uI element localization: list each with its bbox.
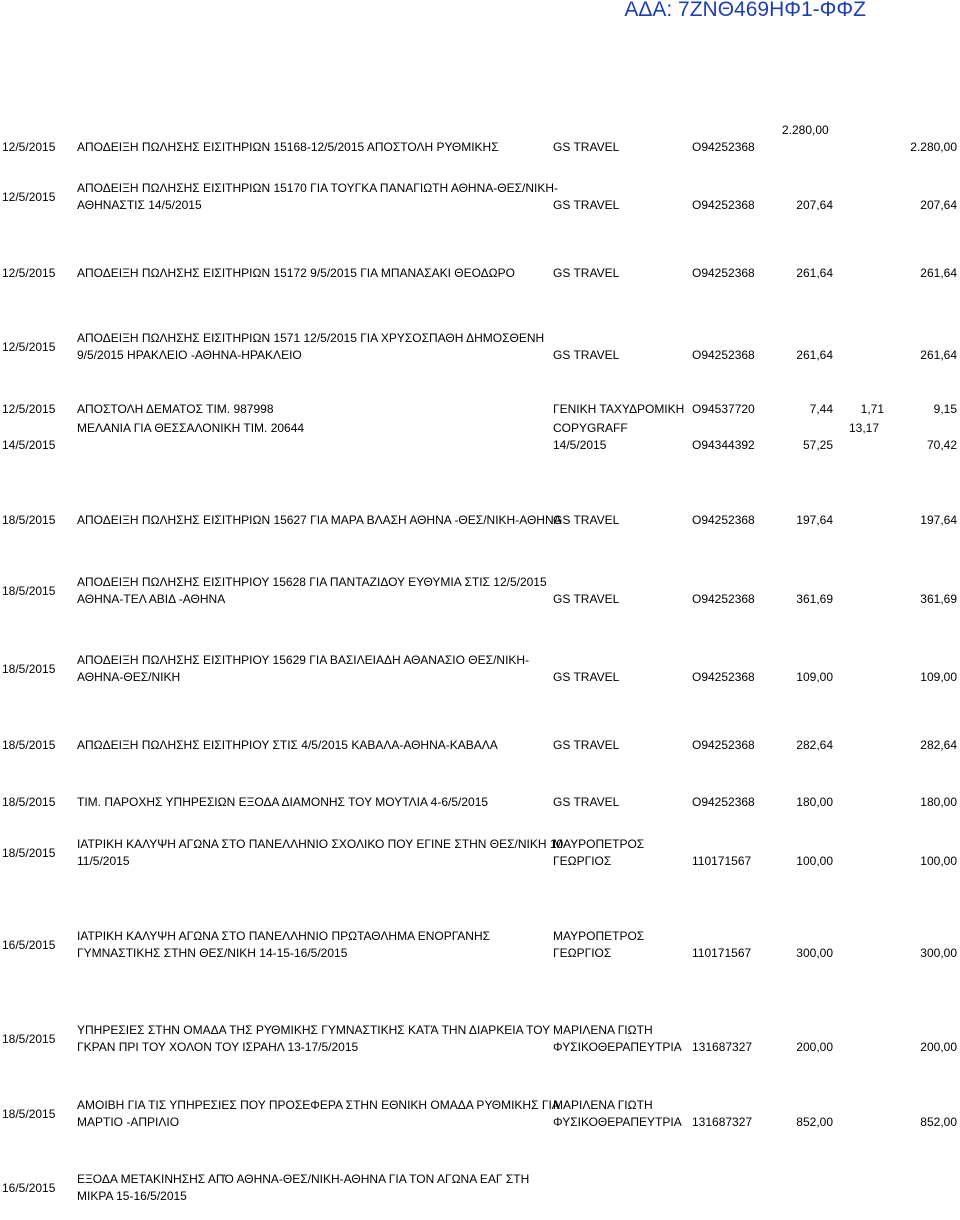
description-line: ΓΥΜΝΑΣΤΙΚΗΣ ΣΤΗΝ ΘΕΣ/ΝΙΚΗ 14-15-16/5/2015	[77, 946, 348, 960]
entry-date: 18/5/2015	[2, 513, 56, 527]
entry-total: 180,00	[920, 795, 957, 809]
description-line: ΜΕΛΑΝΙΑ ΓΙΑ ΘΕΣΣΑΛΟΝΙΚΗ ΤΙΜ. 20644	[77, 421, 305, 435]
entry-date: 16/5/2015	[2, 1181, 56, 1195]
description-line: ΥΠΗΡΕΣΙΕΣ ΣΤΗΝ ΟΜΑΔΑ ΤΗΣ ΡΥΘΜΙΚΗΣ ΓΥΜΝΑΣΤΙΚΗΣ ΚΑΤΆ ΤΗΝ ΔΙΑΡΚΕΙΑ ΤΟΥ	[77, 1023, 551, 1037]
entry-date: 18/5/2015	[2, 584, 56, 598]
description-line: ΤΙΜ. ΠΑΡΟΧΗΣ ΥΠΗΡΕΣΙΩΝ ΕΞΟΔΑ ΔΙΑΜΟΝΗΣ ΤΟΥ ΜΟΥΤΛΙΑ 4-6/5/2015	[77, 795, 489, 809]
entry-tax-id: O94252368	[692, 348, 755, 362]
entry-amount: 300,00	[796, 946, 833, 960]
party-line: GS TRAVEL	[553, 795, 620, 809]
entry-tax-id: O94252368	[692, 266, 755, 280]
entry-description	[77, 420, 304, 437]
entry-date: 12/5/2015	[2, 140, 56, 154]
entry-total: 207,64	[920, 198, 957, 212]
entry-party	[553, 401, 684, 418]
party-line: COPYGRAFF	[553, 421, 628, 435]
description-line: ΑΠΟΔΕΙΞΗ ΠΩΛΗΣΗΣ ΕΙΣΙΤΗΡΙΩΝ 15170 ΓΙΑ ΤΟΥΓΚΑ ΠΑΝΑΓΙΩΤΗ ΑΘΗΝΑ-ΘΕΣ/ΝΙΚΗ-	[77, 181, 559, 195]
description-line: 9/5/2015 ΗΡΑΚΛΕΙΟ -ΑΘΗΝΑ-ΗΡΑΚΛΕΙΟ	[77, 348, 302, 362]
entry-description	[77, 330, 544, 364]
party-line: GS TRAVEL	[553, 513, 620, 527]
entry-total: 197,64	[920, 513, 957, 527]
party-line: GS TRAVEL	[553, 592, 620, 606]
entry-date: 12/5/2015	[2, 340, 56, 354]
entry-description	[77, 737, 498, 754]
entry-total: 200,00	[920, 1040, 957, 1054]
party-line: ΓΕΩΡΓΙΟΣ	[553, 854, 612, 868]
entry-total: 361,69	[920, 592, 957, 606]
description-line: ΑΜΟΙΒΗ ΓΙΑ ΤΙΣ ΥΠΗΡΕΣΙΕΣ ΠΟΥ ΠΡΟΣΕΦΕΡΑ ΣΤΗΝ ΕΘΝΙΚΗ ΟΜΑΔΑ ΡΥΘΜΙΚΗΣ ΓΙΑ	[77, 1098, 560, 1112]
entry-party	[553, 737, 619, 754]
entry-amount: 57,25	[802, 438, 833, 452]
entry-description	[77, 928, 490, 962]
party-line: GS TRAVEL	[553, 266, 620, 280]
entry-tax-id: O94537720	[692, 402, 755, 416]
entry-tax-id: 110171567	[692, 854, 752, 868]
description-line: 11/5/2015	[77, 854, 130, 868]
entry-tax-id: O94252368	[692, 513, 755, 527]
description-line: ΑΘΗΝΑ-ΘΕΣ/ΝΙΚΗ	[77, 670, 181, 684]
entry-tax-id: 131687327	[692, 1040, 753, 1054]
entry-party	[553, 669, 619, 686]
entry-amount: 180,00	[796, 795, 833, 809]
entry-description	[77, 1022, 550, 1056]
party-line: GS TRAVEL	[553, 198, 620, 212]
description-line: ΑΠΟΔΕΙΞΗ ΠΩΛΗΣΗΣ ΕΙΣΙΤΗΡΙΟΥ 15628 ΓΙΑ ΠΑΝΤΑΖΙΔΟΥ ΕΥΘΥΜΙΑ ΣΤΙΣ 12/5/2015	[77, 575, 547, 589]
entry-description	[77, 180, 558, 214]
entry-party	[553, 347, 619, 364]
entry-amount: 200,00	[796, 1040, 833, 1054]
party-line: ΜΑΡΙΛΕΝΑ ΓΙΩΤΗ	[553, 1098, 653, 1112]
entry-amount: 7,44	[809, 402, 833, 416]
entry-date: 18/5/2015	[2, 738, 56, 752]
entry-amount: 361,69	[796, 592, 833, 606]
entry-total: 2.280,00	[910, 140, 957, 154]
entry-date: 12/5/2015	[2, 402, 56, 416]
description-line: ΑΠΩΔΕΙΞΗ ΠΩΛΗΣΗΣ ΕΙΣΙΤΗΡΙΟΥ ΣΤΙΣ 4/5/2015 ΚΑΒΑΛΑ-ΑΘΗΝΑ-ΚΑΒΑΛΑ	[77, 738, 498, 752]
description-line: ΑΠΟΔΕΙΞΗ ΠΩΛΗΣΗΣ ΕΙΣΙΤΗΡΙΩΝ 1571 12/5/2015 ΓΙΑ ΧΡΥΣΟΣΠΑΘΗ ΔΗΜΟΣΘΕΝΗ	[77, 331, 545, 345]
party-line: ΓΕΝΙΚΗ ΤΑΧΥΔΡΟΜΙΚΗ	[553, 402, 685, 416]
entry-description	[77, 401, 274, 418]
entry-party	[553, 1097, 682, 1131]
description-line: ΙΑΤΡΙΚΗ ΚΑΛΥΨΗ ΑΓΩΝΑ ΣΤΟ ΠΑΝΕΛΛΗΝΙΟ ΣΧΟΛΙΚΟ ΠΟΥ ΕΓΙΝΕ ΣΤΗΝ ΘΕΣ/ΝΙΚΗ 10-	[77, 837, 568, 851]
entry-date: 18/5/2015	[2, 1107, 56, 1121]
description-line: ΑΠΟΔΕΙΞΗ ΠΩΛΗΣΗΣ ΕΙΣΙΤΗΡΙΩΝ 15168-12/5/2015 ΑΠΟΣΤΟΛΗ ΡΥΘΜΙΚΗΣ	[77, 140, 499, 154]
entry-party	[553, 928, 644, 962]
entry-total: 300,00	[920, 946, 957, 960]
entry-description	[77, 794, 488, 811]
entry-description	[77, 836, 567, 870]
entry-date: 18/5/2015	[2, 1032, 56, 1046]
party-line: ΜΑΥΡΟΠΕΤΡΟΣ	[553, 837, 645, 851]
entry-party	[553, 836, 644, 870]
entry-date: 16/5/2015	[2, 938, 56, 952]
entry-description	[77, 1097, 560, 1131]
entry-tax-id: O94252368	[692, 592, 755, 606]
entry-amount: 207,64	[796, 198, 833, 212]
entry-tax-id: O94252368	[692, 140, 755, 154]
entry-total: 70,42	[926, 438, 957, 452]
entry-date: 12/5/2015	[2, 266, 56, 280]
entry-total: 852,00	[920, 1115, 957, 1129]
description-line: ΙΑΤΡΙΚΗ ΚΑΛΥΨΗ ΑΓΩΝΑ ΣΤΟ ΠΑΝΕΛΛΗΝΙΟ ΠΡΩΤΑΘΛΗΜΑ ΕΝΟΡΓΑΝΗΣ	[77, 929, 491, 943]
party-line: GS TRAVEL	[553, 670, 620, 684]
entry-date: 14/5/2015	[2, 438, 56, 452]
party-line: ΦΥΣΙΚΟΘΕΡΑΠΕΥΤΡΙΑ	[553, 1115, 682, 1129]
entry-tax-id: O94252368	[692, 198, 755, 212]
entry-amount: 109,00	[796, 670, 833, 684]
description-line: ΑΠΟΔΕΙΞΗ ΠΩΛΗΣΗΣ ΕΙΣΙΤΗΡΙΩΝ 15172 9/5/2015 ΓΙΑ ΜΠΑΝΑΣΑΚΙ ΘΕΟΔΩΡΟ	[77, 266, 515, 280]
entry-total: 261,64	[920, 348, 957, 362]
entry-amount: 2.280,00	[782, 123, 829, 137]
entry-tax-id: 131687327	[692, 1115, 753, 1129]
ada-code: ΑΔΑ: 7ΖΝΘ469ΗΦ1-ΦΦΖ	[624, 0, 866, 21]
entry-description	[77, 652, 529, 686]
description-line: ΑΘΗΝΑΣΤΙΣ 14/5/2015	[77, 198, 202, 212]
description-line: ΓΚΡΑΝ ΠΡΙ ΤΟΥ ΧΟΛΟΝ ΤΟΥ ΙΣΡΑΗΛ 13-17/5/2015	[77, 1040, 359, 1054]
party-line: 14/5/2015	[553, 438, 607, 452]
entry-amount: 100,00	[796, 854, 833, 868]
entry-party	[553, 139, 619, 156]
entry-description	[77, 1171, 529, 1205]
description-line: ΜΙΚΡΑ 15-16/5/2015	[77, 1189, 187, 1203]
entry-amount: 261,64	[796, 348, 833, 362]
entry-tax-id: O94252368	[692, 795, 755, 809]
party-line: ΓΕΩΡΓΙΟΣ	[553, 946, 612, 960]
entry-date: 18/5/2015	[2, 846, 56, 860]
entry-tax-id: O94344392	[692, 438, 755, 452]
entry-description	[77, 574, 547, 608]
description-line: ΜΑΡΤΙΟ -ΑΠΡΙΛΙΟ	[77, 1115, 180, 1129]
entry-total: 109,00	[920, 670, 957, 684]
party-line: GS TRAVEL	[553, 738, 620, 752]
entry-date: 18/5/2015	[2, 795, 56, 809]
description-line: ΑΠΟΣΤΟΛΗ ΔΕΜΑΤΟΣ ΤΙΜ. 987998	[77, 402, 274, 416]
entry-description	[77, 139, 499, 156]
entry-tax-id: O94252368	[692, 738, 755, 752]
entry-vat: 1,71	[860, 402, 884, 416]
entry-vat: 13,17	[849, 421, 880, 435]
entry-date: 18/5/2015	[2, 662, 56, 676]
entry-tax-id: O94252368	[692, 670, 755, 684]
entry-total: 9,15	[933, 402, 957, 416]
entry-amount: 282,64	[796, 738, 833, 752]
entry-party	[553, 197, 619, 214]
entry-amount: 852,00	[796, 1115, 833, 1129]
party-line: ΜΑΥΡΟΠΕΤΡΟΣ	[553, 929, 645, 943]
description-line: ΑΠΟΔΕΙΞΗ ΠΩΛΗΣΗΣ ΕΙΣΙΤΗΡΙΟΥ 15629 ΓΙΑ ΒΑΣΙΛΕΙΑΔΗ ΑΘΑΝΑΣΙΟ ΘΕΣ/ΝΙΚΗ-	[77, 653, 530, 667]
entry-tax-id: 110171567	[692, 946, 752, 960]
entry-date: 12/5/2015	[2, 190, 56, 204]
entry-party	[553, 794, 619, 811]
entry-party	[553, 512, 619, 529]
party-line: GS TRAVEL	[553, 140, 620, 154]
description-line: ΑΠΟΔΕΙΞΗ ΠΩΛΗΣΗΣ ΕΙΣΙΤΗΡΙΩΝ 15627 ΓΙΑ ΜΑΡΑ ΒΛΑΣΗ ΑΘΗΝΑ -ΘΕΣ/ΝΙΚΗ-ΑΘΗΝΑ	[77, 513, 562, 527]
entry-description	[77, 265, 515, 282]
entry-total: 100,00	[920, 854, 957, 868]
description-line: ΕΞΟΔΑ ΜΕΤΑΚΙΝΗΣΗΣ ΑΠΌ ΑΘΗΝΑ-ΘΕΣ/ΝΙΚΗ-ΑΘΗΝΑ ΓΙΑ ΤΟΝ ΑΓΩΝΑ ΕΑΓ ΣΤΗ	[77, 1172, 530, 1186]
entry-description	[77, 512, 562, 529]
entry-amount: 261,64	[796, 266, 833, 280]
entry-amount: 197,64	[796, 513, 833, 527]
party-line: ΦΥΣΙΚΟΘΕΡΑΠΕΥΤΡΙΑ	[553, 1040, 682, 1054]
entry-total: 261,64	[920, 266, 957, 280]
entry-party	[553, 420, 628, 454]
entry-party	[553, 265, 619, 282]
description-line: ΑΘΗΝΑ-ΤΕΛ ΑΒΙΔ -ΑΘΗΝΑ	[77, 592, 226, 606]
party-line: GS TRAVEL	[553, 348, 620, 362]
entry-party	[553, 1022, 682, 1056]
entry-total: 282,64	[920, 738, 957, 752]
entry-party	[553, 591, 619, 608]
party-line: ΜΑΡΙΛΕΝΑ ΓΙΩΤΗ	[553, 1023, 653, 1037]
